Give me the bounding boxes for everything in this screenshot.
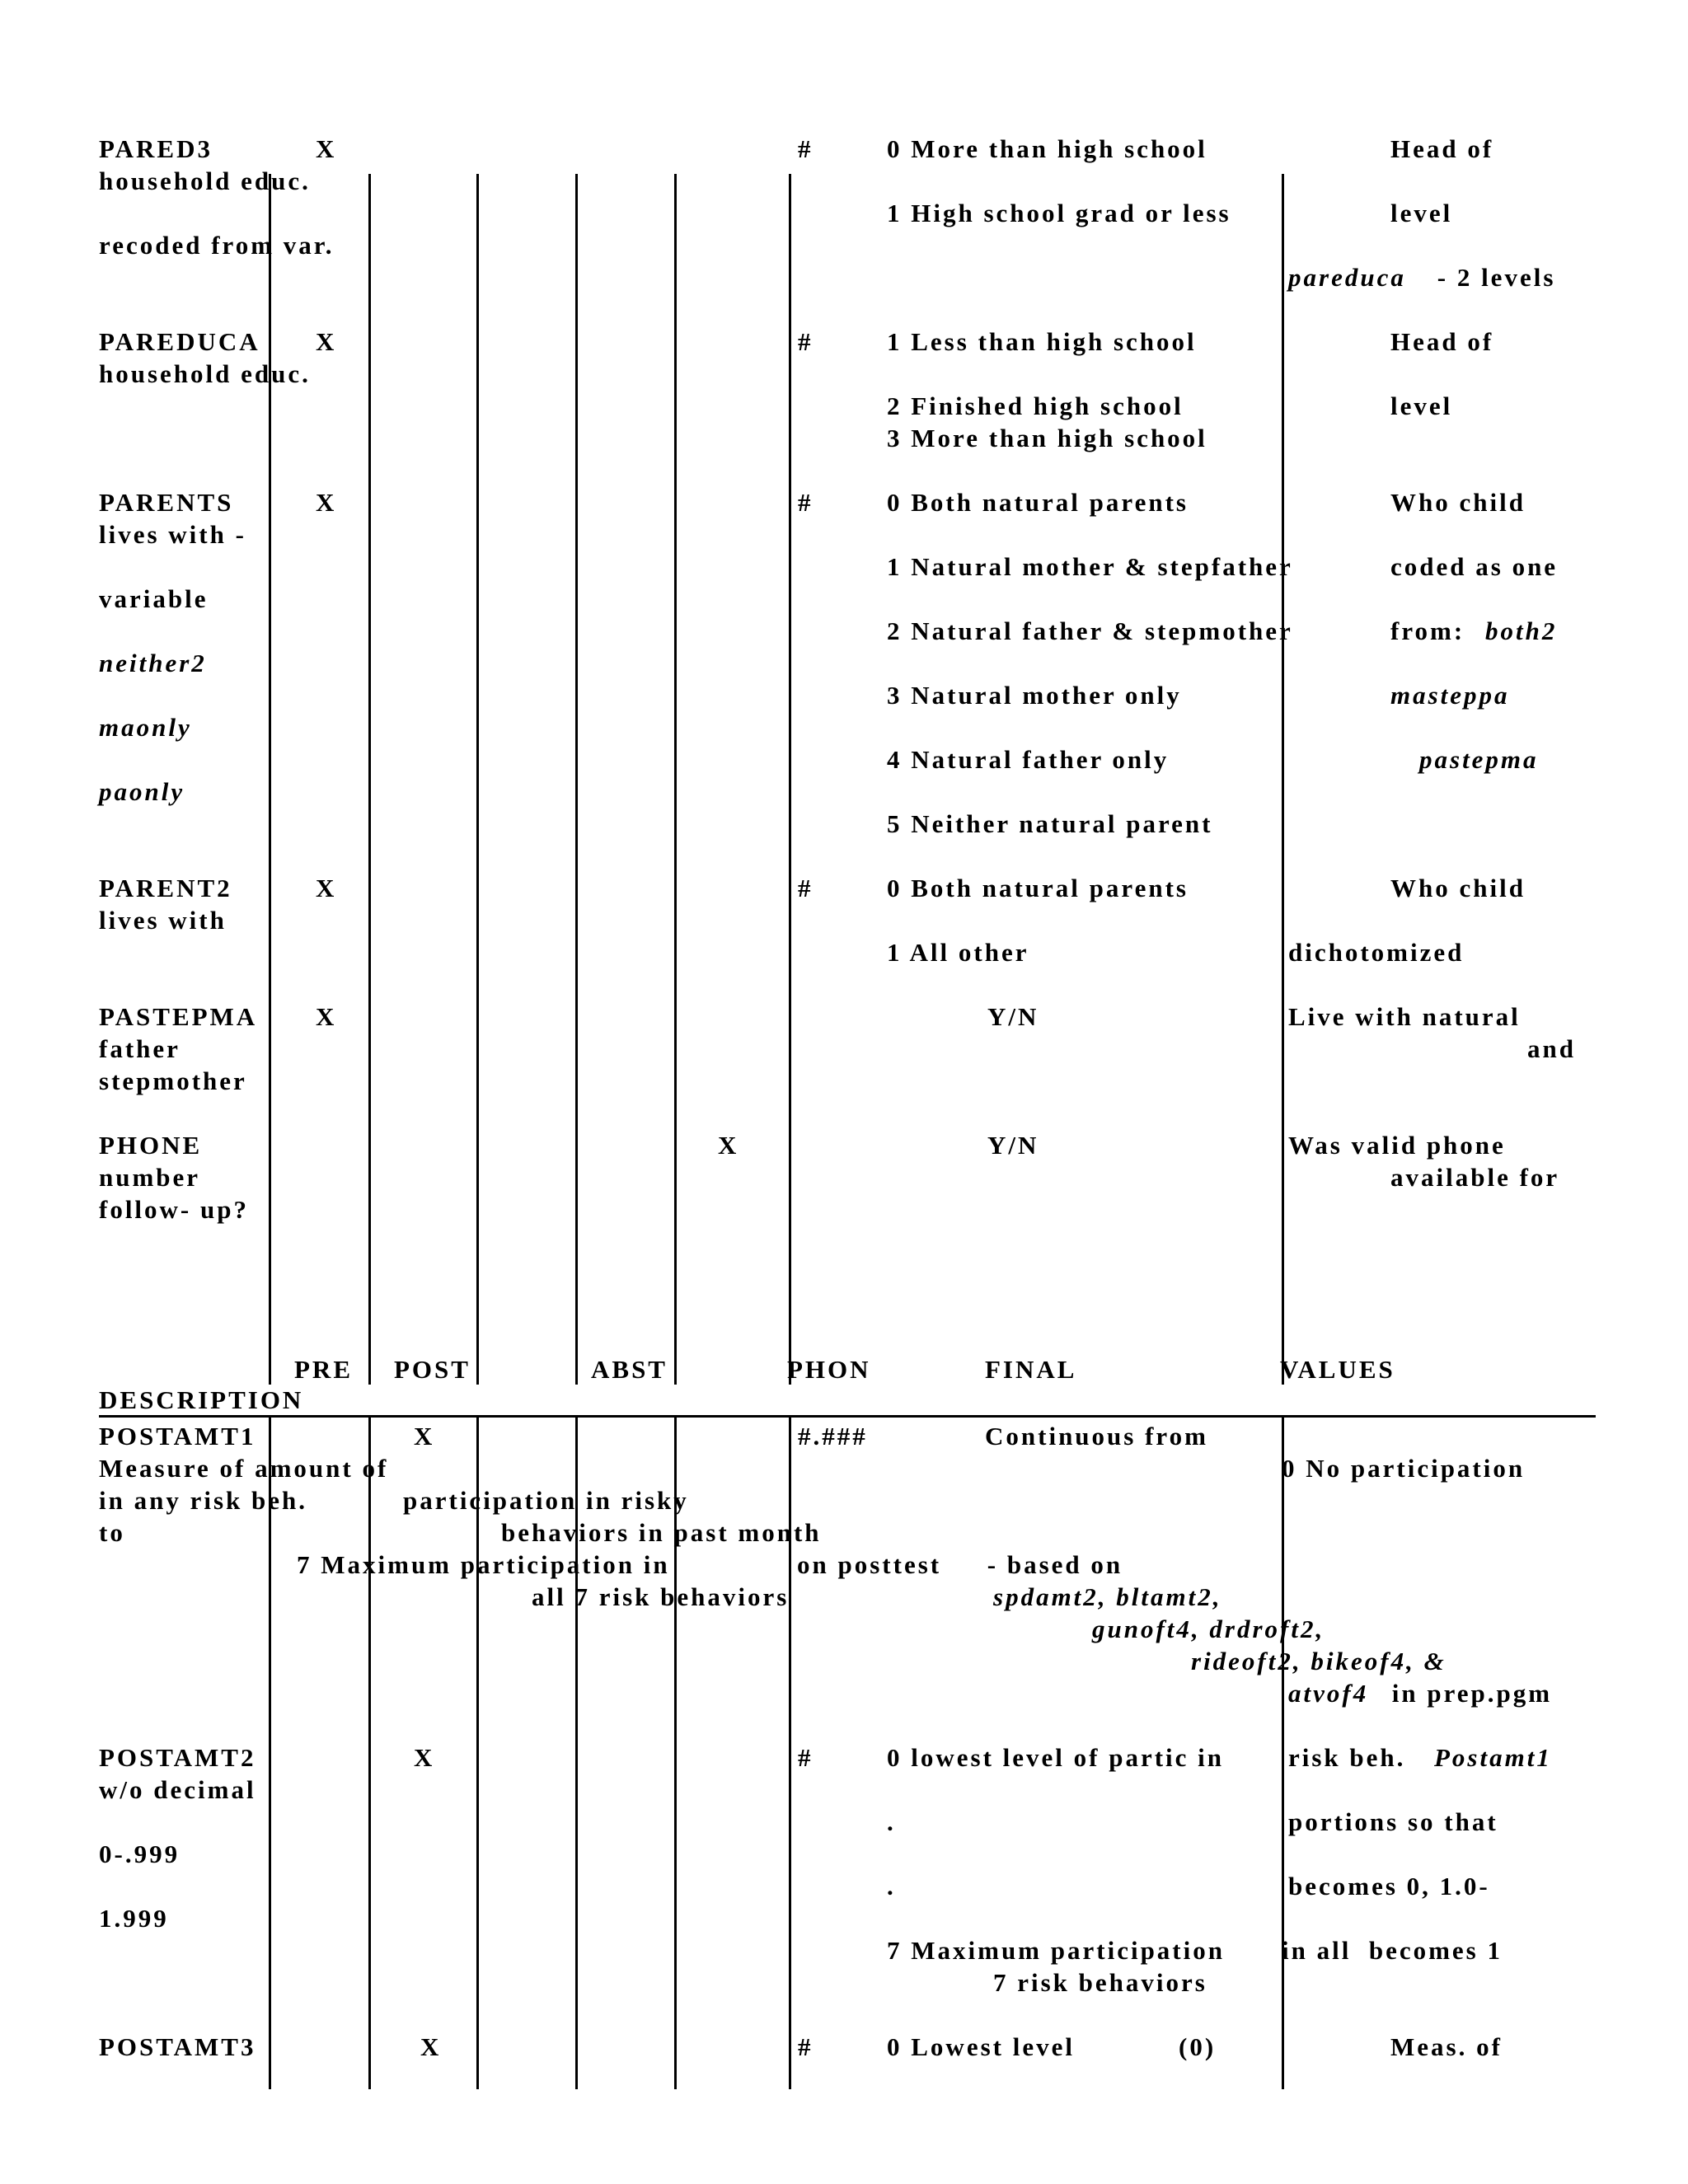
desc-line: lives with - xyxy=(99,520,246,549)
value-line: 0 Lowest level xyxy=(887,2032,1075,2061)
final-line: Head of xyxy=(1390,327,1494,356)
pre-mark: X xyxy=(316,134,337,163)
text-line: all 7 risk behaviors xyxy=(532,1582,790,1611)
text-line: behaviors in past month xyxy=(501,1518,822,1547)
final-line: coded as one xyxy=(1390,552,1559,581)
column-header-post: POST xyxy=(394,1355,471,1384)
column-header-phon: PHON xyxy=(787,1355,871,1384)
post-mark: X xyxy=(414,1422,435,1451)
format-code: # xyxy=(798,488,814,517)
text-line: Continuous from xyxy=(985,1422,1208,1451)
text-line: Measure of amount of xyxy=(99,1454,389,1483)
final-line: Head of xyxy=(1390,134,1494,163)
column-rule xyxy=(789,174,791,1385)
value-line: 4 Natural father only xyxy=(887,745,1170,774)
format-code: # xyxy=(798,134,814,163)
pre-mark: X xyxy=(316,1002,337,1031)
var-name: POSTAMT1 xyxy=(99,1422,256,1451)
final-var-ref: pastepma xyxy=(1419,745,1539,774)
column-rule xyxy=(476,1418,479,2089)
desc-line: household educ. xyxy=(99,166,311,195)
format-code: # xyxy=(798,327,814,356)
desc-var-ref: maonly xyxy=(99,713,192,742)
post-mark: X xyxy=(414,1743,435,1772)
pre-mark: X xyxy=(316,327,337,356)
final-line: level xyxy=(1390,391,1453,420)
format-code: # xyxy=(798,874,814,902)
value-line: Y/N xyxy=(987,1002,1039,1031)
desc-line: follow- up? xyxy=(99,1195,249,1224)
var-name: POSTAMT3 xyxy=(99,2032,256,2061)
value-line: 7 Maximum participation xyxy=(887,1936,1225,1965)
var-name: PASTEPMA xyxy=(99,1002,258,1031)
desc-line: 1.999 xyxy=(99,1904,169,1933)
column-rule xyxy=(1282,1418,1284,2089)
value-line: Y/N xyxy=(987,1131,1039,1160)
value-line: (0) xyxy=(1179,2032,1217,2061)
column-header-values: VALUES xyxy=(1280,1355,1395,1384)
final-line: Live with natural xyxy=(1288,1002,1521,1031)
column-rule xyxy=(368,1418,371,2089)
column-header-description: DESCRIPTION xyxy=(99,1385,304,1414)
value-line: 1 Less than high school xyxy=(887,327,1197,356)
final-line: level xyxy=(1390,199,1453,227)
var-name: PARED3 xyxy=(99,134,213,163)
post-mark: X xyxy=(420,2032,442,2061)
final-var-ref: pareduca xyxy=(1288,263,1406,292)
format-code: #.### xyxy=(798,1422,868,1451)
column-header-abst: ABST xyxy=(591,1355,668,1384)
header-rule xyxy=(99,1415,1596,1418)
final-line: available for xyxy=(1390,1163,1560,1192)
text-line: 0 No participation xyxy=(1282,1454,1526,1483)
column-rule xyxy=(575,174,578,1385)
desc-line: number xyxy=(99,1163,201,1192)
value-line: 0 More than high school xyxy=(887,134,1207,163)
column-header-final: FINAL xyxy=(985,1355,1077,1384)
var-ref-line: atvof4 xyxy=(1288,1679,1369,1708)
desc-line: household educ. xyxy=(99,359,311,388)
var-name: PARENT2 xyxy=(99,874,232,902)
desc-var-ref: neither2 xyxy=(99,649,207,677)
desc-line: recoded from var. xyxy=(99,231,335,260)
value-line: 1 Natural mother & stepfather xyxy=(887,552,1293,581)
text-line: in prep.pgm xyxy=(1383,1679,1553,1708)
final-line: - 2 levels xyxy=(1428,263,1556,292)
value-line: 0 lowest level of partic in xyxy=(887,1743,1225,1772)
final-line: Meas. of xyxy=(1390,2032,1503,2061)
var-name: PAREDUCA xyxy=(99,327,260,356)
desc-line: 0-.999 xyxy=(99,1840,181,1868)
column-header-pre: PRE xyxy=(294,1355,353,1384)
final-var-ref: Postamt1 xyxy=(1434,1743,1552,1772)
value-line: 1 All other xyxy=(887,938,1029,967)
value-line: 2 Natural father & stepmother xyxy=(887,616,1293,645)
format-code: # xyxy=(798,2032,814,2061)
abst-mark: X xyxy=(718,1131,739,1160)
final-line: becomes 0, 1.0- xyxy=(1288,1872,1490,1900)
value-line: 3 More than high school xyxy=(887,424,1207,452)
pre-mark: X xyxy=(316,488,337,517)
var-ref-line: rideoft2, bikeof4, & xyxy=(1191,1647,1447,1675)
value-line: 3 Natural mother only xyxy=(887,681,1182,710)
final-line: dichotomized xyxy=(1288,938,1465,967)
desc-line: father xyxy=(99,1034,181,1063)
final-line: risk beh. xyxy=(1288,1743,1415,1772)
desc-var-ref: paonly xyxy=(99,777,185,806)
final-line: and xyxy=(1527,1034,1576,1063)
final-line: portions so that xyxy=(1288,1807,1498,1836)
value-line: 1 High school grad or less xyxy=(887,199,1231,227)
final-var-ref: both2 xyxy=(1485,616,1558,645)
text-line: on posttest xyxy=(797,1550,942,1579)
desc-line: w/o decimal xyxy=(99,1775,256,1804)
final-line: Who child xyxy=(1390,488,1526,517)
desc-line: stepmother xyxy=(99,1066,247,1095)
column-rule xyxy=(269,1418,271,2089)
value-line: 7 risk behaviors xyxy=(993,1968,1207,1997)
var-ref-line: spdamt2, bltamt2, xyxy=(993,1582,1222,1611)
final-var-ref: masteppa xyxy=(1390,681,1510,710)
value-line: 0 Both natural parents xyxy=(887,488,1189,517)
final-line: from: xyxy=(1390,616,1474,645)
text-line: - based on xyxy=(978,1550,1123,1579)
value-line: . xyxy=(887,1872,896,1900)
final-line: in all becomes 1 xyxy=(1282,1936,1503,1965)
final-line: Who child xyxy=(1390,874,1526,902)
column-rule xyxy=(1282,174,1284,1385)
column-rule xyxy=(368,174,371,1385)
column-rule xyxy=(476,174,479,1385)
var-name: PARENTS xyxy=(99,488,234,517)
var-ref-line: gunoft4, drdroft2, xyxy=(1092,1615,1325,1643)
column-rule xyxy=(269,174,271,1385)
text-line: 7 Maximum participation in xyxy=(297,1550,670,1579)
pre-mark: X xyxy=(316,874,337,902)
format-code: # xyxy=(798,1743,814,1772)
text-line: in any risk beh. xyxy=(99,1486,308,1515)
var-name: POSTAMT2 xyxy=(99,1743,256,1772)
value-line: 0 Both natural parents xyxy=(887,874,1189,902)
final-line: Was valid phone xyxy=(1288,1131,1506,1160)
text-line: participation in risky xyxy=(403,1486,689,1515)
text-line: to xyxy=(99,1518,125,1547)
desc-line: variable xyxy=(99,584,209,613)
var-name: PHONE xyxy=(99,1131,203,1160)
column-rule xyxy=(674,174,677,1385)
desc-line: lives with xyxy=(99,906,227,935)
value-line: 5 Neither natural parent xyxy=(887,809,1213,838)
value-line: . xyxy=(887,1807,896,1836)
value-line: 2 Finished high school xyxy=(887,391,1184,420)
